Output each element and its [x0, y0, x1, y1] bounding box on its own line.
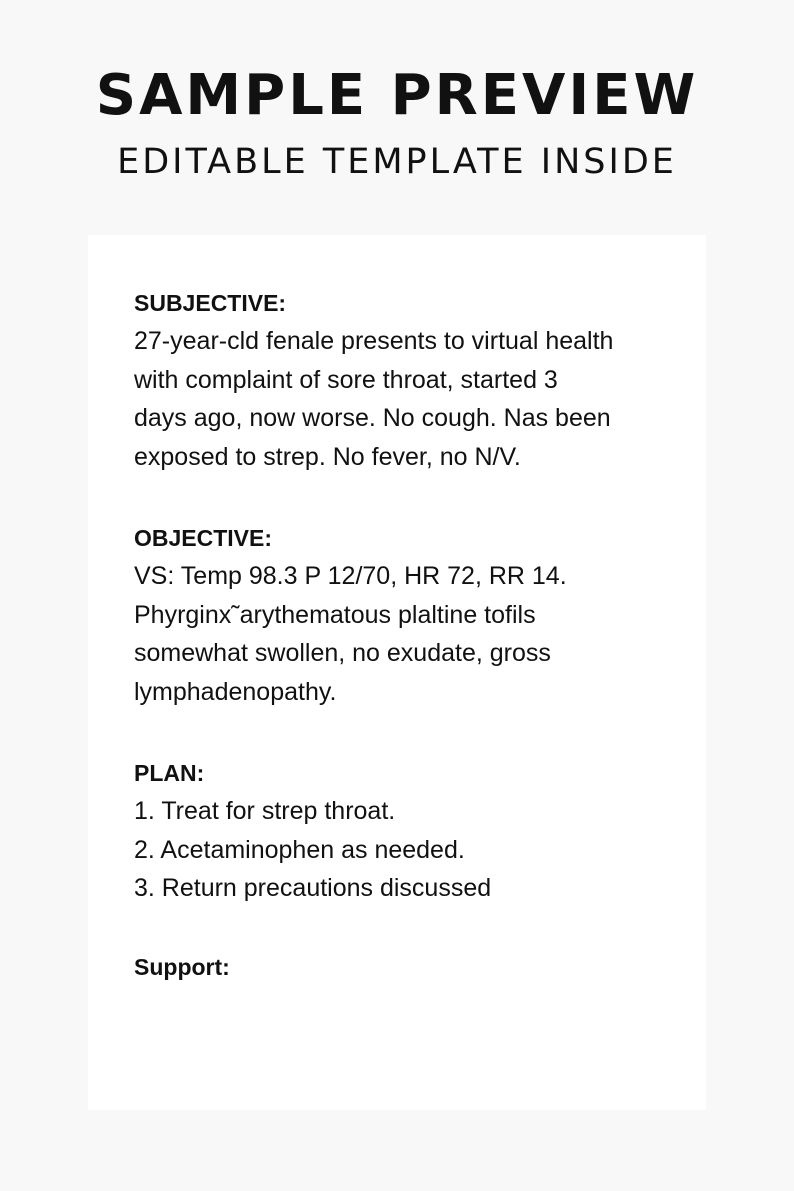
subjective-line: days ago, now worse. No cough. Nas been	[134, 404, 611, 432]
support-heading: Support:	[134, 954, 230, 980]
subjective-section	[134, 287, 694, 476]
plan-heading: PLAN:	[134, 760, 205, 786]
subjective-line: exposed to strep. No fever, no N/V.	[134, 442, 521, 471]
objective-line: Phyrginx˜arythematous plaltine tofils	[134, 600, 536, 629]
page-title: SAMPLE PREVIEW	[95, 63, 699, 128]
page-subtitle: EDITABLE TEMPLATE INSIDE	[117, 142, 677, 182]
plan-item: 3. Return precautions discussed	[134, 874, 492, 902]
plan-item: 1. Treat for strep throat.	[134, 797, 396, 825]
subjective-heading: SUBJECTIVE:	[134, 290, 287, 316]
objective-line: lymphadenopathy.	[134, 677, 337, 706]
objective-line: VS: Temp 98.3 P 12/70, HR 72, RR 14.	[134, 562, 567, 590]
subjective-line: with complaint of sore throat, started 3	[134, 365, 558, 394]
objective-heading: OBJECTIVE:	[134, 525, 273, 551]
subjective-line: 27-year-cld fenale presents to virtual health	[134, 327, 614, 355]
note-card	[88, 235, 706, 1110]
objective-section	[134, 522, 694, 711]
plan-section	[134, 757, 694, 908]
plan-item: 2. Acetaminophen as needed.	[134, 835, 465, 864]
support-section	[134, 951, 694, 986]
objective-line: somewhat swollen, no exudate, gross	[134, 639, 551, 667]
